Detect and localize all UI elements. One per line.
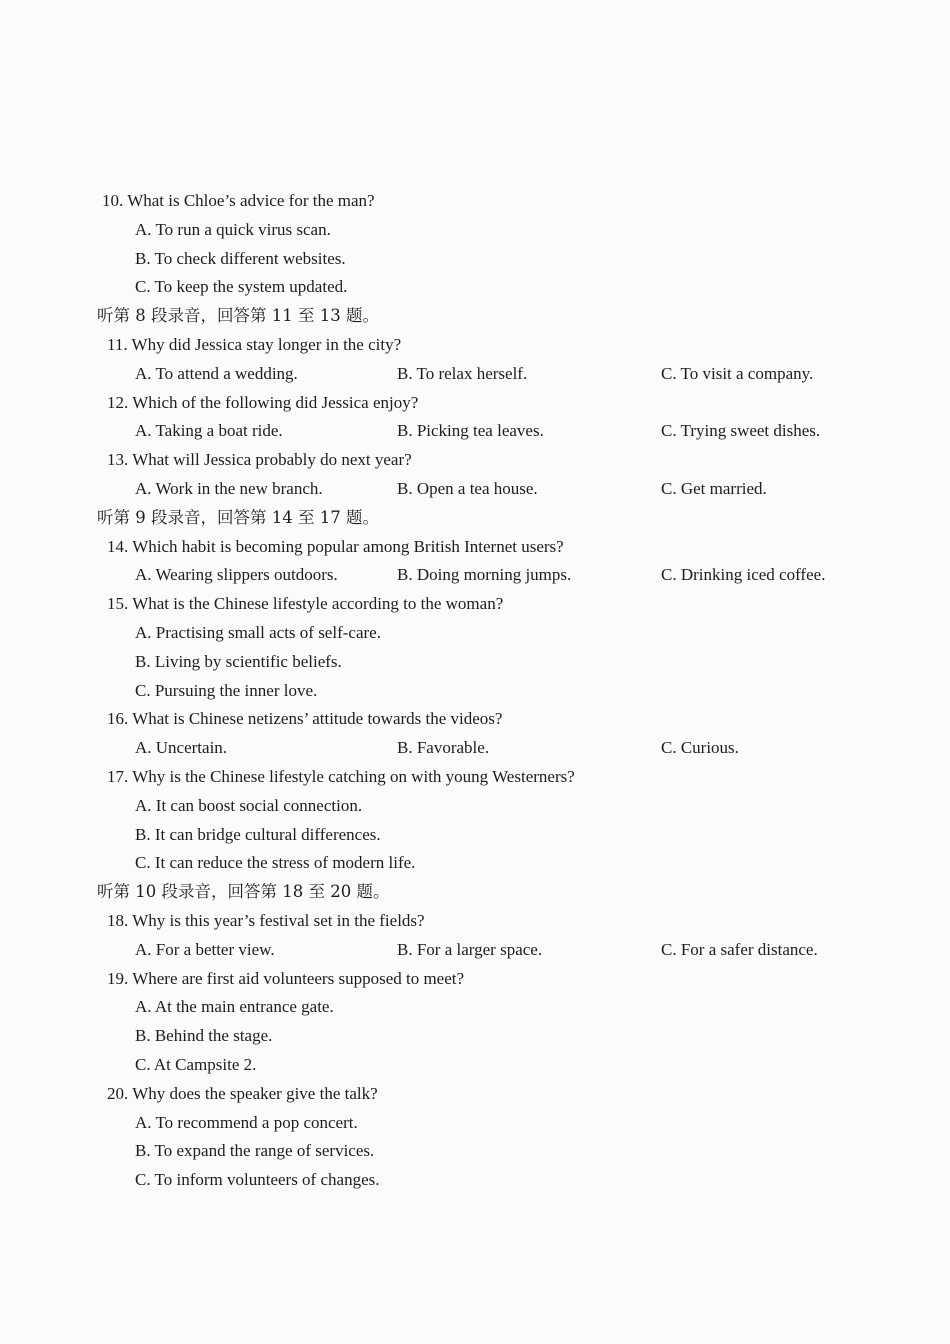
answer-option: B. To check different websites. — [135, 248, 346, 268]
answer-option: A. Work in the new branch. — [135, 478, 323, 498]
question-text: 18. Why is this year’s festival set in the fields? — [107, 910, 425, 930]
answer-option: A. To run a quick virus scan. — [135, 219, 331, 239]
answer-option: C. At Campsite 2. — [135, 1054, 257, 1074]
question-text: 12. Which of the following did Jessica enjoy? — [107, 392, 419, 412]
answer-options-row — [0, 417, 950, 446]
answer-options-row — [0, 734, 950, 763]
answer-option: C. Trying sweet dishes. — [661, 421, 821, 441]
answer-option: B. Open a tea house. — [397, 478, 538, 498]
question-text: 15. What is the Chinese lifestyle according to the woman? — [107, 594, 504, 614]
answer-option: C. Get married. — [661, 478, 767, 498]
answer-option: B. To relax herself. — [397, 363, 528, 383]
answer-option: B. Favorable. — [397, 738, 490, 758]
answer-option: B. Doing morning jumps. — [397, 565, 572, 585]
answer-option: B. For a larger space. — [397, 939, 543, 959]
section-instruction: 听第 8 段录音，回答第 11 至 13 题。 — [97, 306, 379, 326]
answer-options-row — [0, 475, 950, 504]
answer-option: B. It can bridge cultural differences. — [135, 824, 381, 844]
question-text: 11. Why did Jessica stay longer in the city? — [107, 334, 402, 354]
question-text: 10. What is Chloe’s advice for the man? — [102, 191, 375, 210]
answer-options-row — [0, 936, 950, 965]
answer-option: A. Wearing slippers outdoors. — [135, 565, 338, 585]
answer-option: C. Curious. — [661, 738, 739, 758]
question-text: 14. Which habit is becoming popular among British Internet users? — [107, 536, 564, 556]
answer-option: A. Taking a boat ride. — [135, 421, 283, 441]
section-instruction: 听第 9 段录音，回答第 14 至 17 题。 — [97, 507, 379, 527]
section-instruction: 听第 10 段录音，回答第 18 至 20 题。 — [97, 882, 390, 902]
answer-option: A. For a better view. — [135, 939, 275, 959]
answer-option: A. Uncertain. — [135, 738, 228, 758]
question-text: 16. What is Chinese netizens’ attitude towards the videos? — [107, 709, 503, 729]
answer-options-row — [0, 360, 950, 389]
answer-option: C. Drinking iced coffee. — [661, 565, 826, 585]
answer-option: C. Pursuing the inner love. — [135, 680, 318, 700]
question-text: 13. What will Jessica probably do next year? — [107, 450, 412, 470]
answer-option: B. To expand the range of services. — [135, 1141, 375, 1161]
question-text: 19. Where are first aid volunteers supposed to meet? — [107, 968, 465, 988]
answer-option: C. It can reduce the stress of modern life. — [135, 853, 416, 873]
answer-option: B. Living by scientific beliefs. — [135, 651, 342, 671]
answer-option: C. For a safer distance. — [661, 939, 818, 959]
answer-option: A. At the main entrance gate. — [135, 997, 334, 1017]
answer-option: A. To attend a wedding. — [135, 363, 298, 383]
listening-questions — [0, 187, 950, 1195]
answer-option: A. It can boost social connection. — [135, 795, 363, 815]
answer-option: B. Picking tea leaves. — [397, 421, 544, 441]
answer-option: A. Practising small acts of self-care. — [135, 622, 381, 642]
answer-option: C. To keep the system updated. — [135, 277, 348, 297]
answer-option: C. To inform volunteers of changes. — [135, 1170, 380, 1190]
question-text: 17. Why is the Chinese lifestyle catching on with young Westerners? — [107, 766, 575, 786]
answer-option: C. To visit a company. — [661, 363, 814, 383]
question-text: 20. Why does the speaker give the talk? — [107, 1083, 378, 1103]
answer-options-row — [0, 561, 950, 590]
answer-option: B. Behind the stage. — [135, 1026, 273, 1046]
answer-option: A. To recommend a pop concert. — [135, 1112, 358, 1132]
